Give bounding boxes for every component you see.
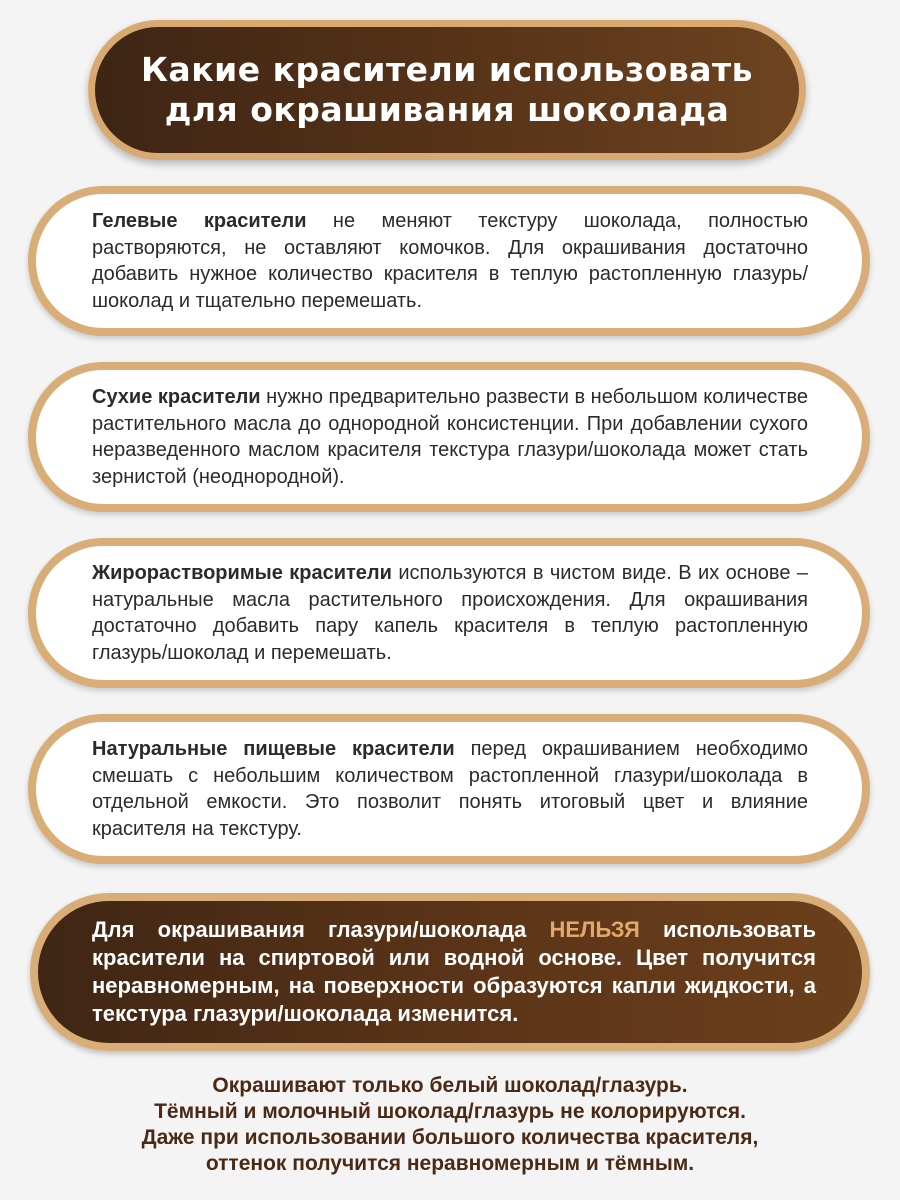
title-banner [88,20,806,160]
card-heading: Сухие красители [92,386,261,408]
info-card-dry [28,362,870,512]
card-body: перед окрашиванием необходимо смешать с небольшим количеством растопленной глазури/шоколада в отдельной емкости. Это позволит понять итоговый цвет и влияние красителя на текстуру. [92,738,808,840]
card-body: не меняют текстуру шоколада, полностью растворяются, не оставляют комочков. Для окрашивания достаточно добавить нужное количество красителя в теплую растопленную глазурь/шоколад и тщательно перемешать. [92,210,808,312]
card-text [92,560,808,666]
warning-banner [30,893,870,1051]
card-heading: Жирорастворимые красители [92,562,392,584]
title-line-1: Какие красители использовать [140,50,754,89]
page-title [141,50,753,130]
card-heading: Натуральные пищевые красители [92,738,455,760]
info-card-gel [28,186,870,336]
card-body: нужно предварительно развести в небольшом количестве растительного масла до однородной консистенции. При добавлении сухого неразведенного маслом красителя текстура глазури/шоколада может стать зернистой (неоднородной). [92,386,809,488]
title-line-2: для окрашивания шоколада [164,90,730,129]
info-card-fat-soluble [28,538,870,688]
footnote [40,1073,860,1177]
footnote-line: оттенок получится неравномерным и тёмным. [205,1152,695,1175]
warning-text-start: Для окрашивания глазури/шоколада [92,917,550,942]
footnote-line: Даже при использовании большого количества красителя, [141,1126,759,1149]
warning-highlight: НЕЛЬЗЯ [549,917,640,942]
card-text [92,208,808,314]
card-body: используются в чистом виде. В их основе – натуральные масла растительного происхождения. Для окрашивания достаточно добавить пару капель красителя в теплую растопленную глазурь/шоколад и перемешать. [92,562,809,664]
warning-text-end: использовать красители на спиртовой или водной основе. Цвет получится неравномерным, на поверхности образуются капли жидкости, а текстура глазури/шоколада изменится. [92,917,816,1026]
footnote-line: Тёмный и молочный шоколад/глазурь не колорируются. [154,1100,746,1123]
footnote-line: Окрашивают только белый шоколад/глазурь. [212,1074,688,1097]
card-heading: Гелевые красители [92,210,307,232]
info-card-natural [28,714,870,864]
card-text [92,736,808,842]
warning-text [92,916,816,1028]
card-text [92,384,808,490]
